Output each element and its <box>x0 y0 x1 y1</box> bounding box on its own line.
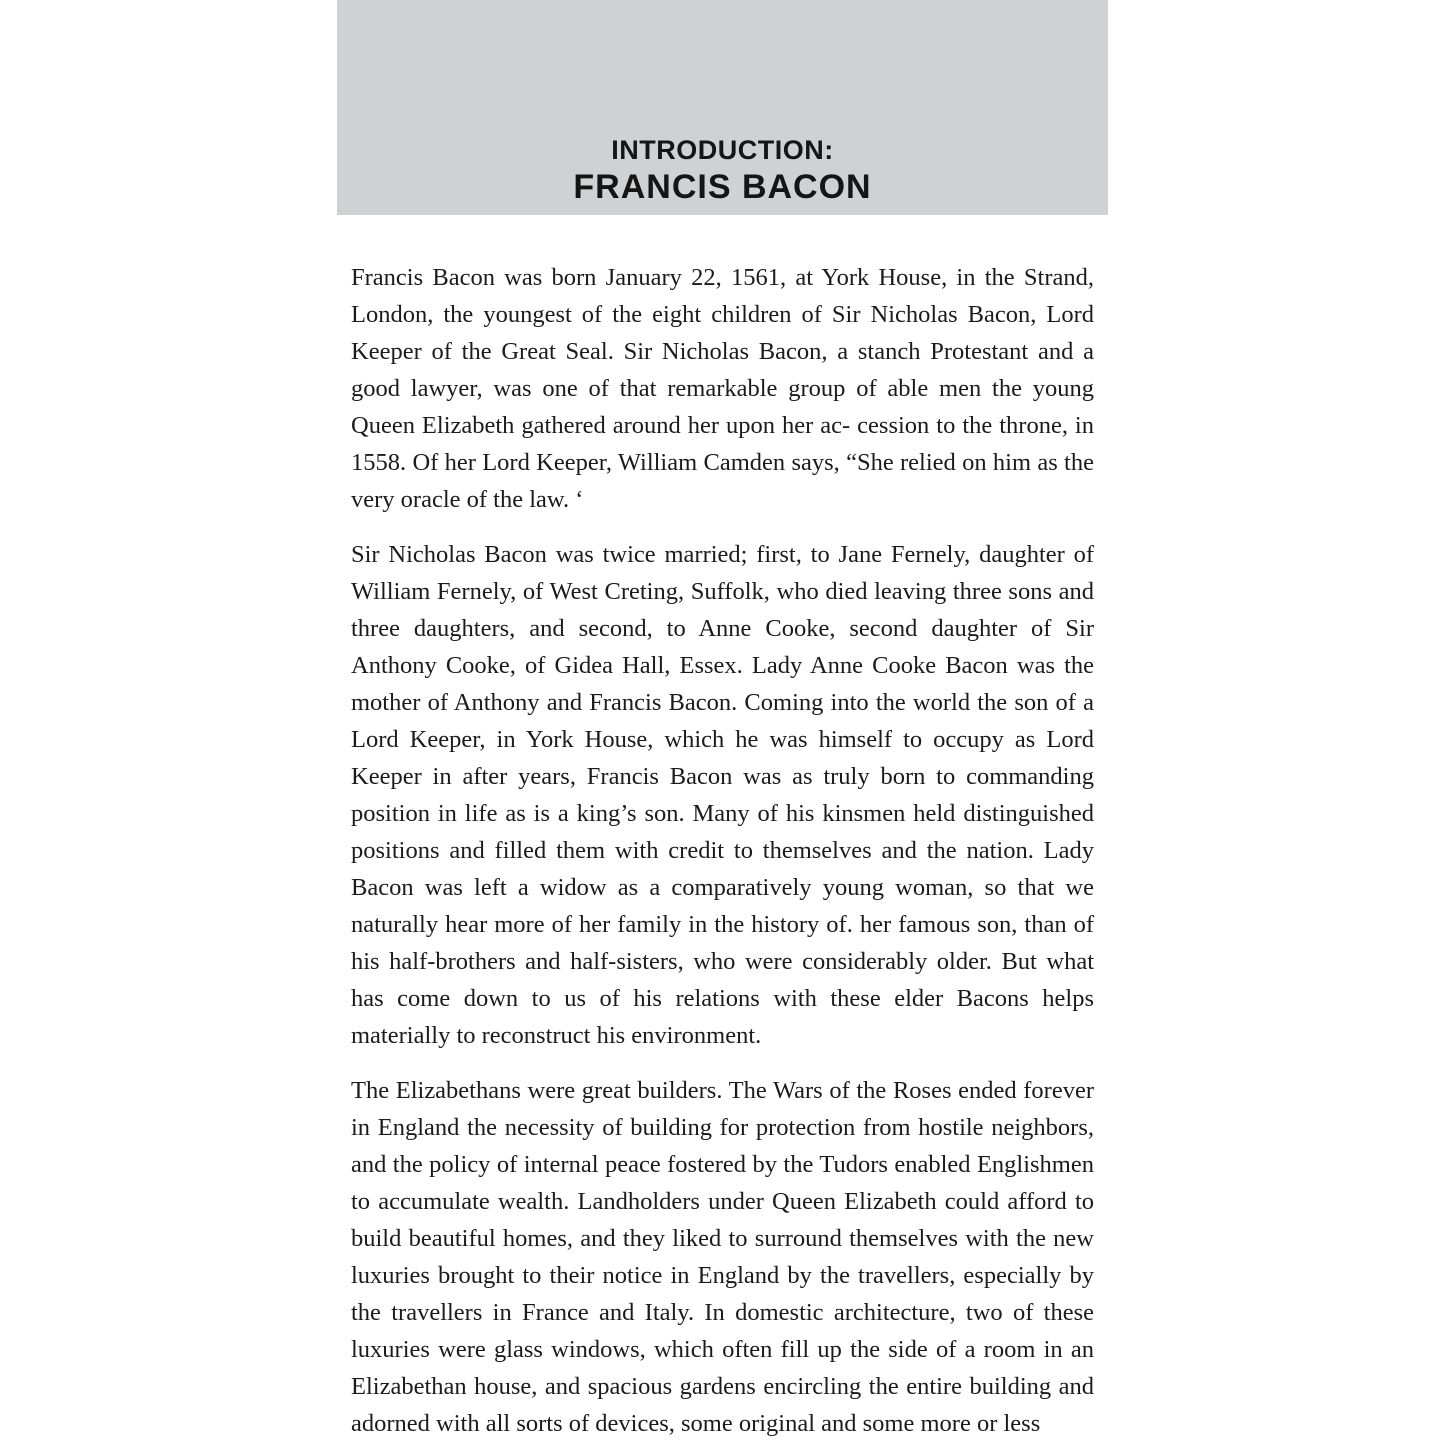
chapter-body <box>337 259 1108 1442</box>
body-paragraph: Francis Bacon was born January 22, 1561, at York House, in the Strand, London, the youngest of the eight children of Sir Nicholas Bacon, Lord Keeper of the Great Seal. Sir Nicholas Bacon, a stanch Protestant and a good lawyer, was one of that remarkable group of able men the young Queen Elizabeth gathered around her upon her ac- cession to the throne, in 1558. Of her Lord Keeper, William Camden says, “She relied on him as the very oracle of the law. ‘ <box>351 264 1094 513</box>
body-paragraph: Sir Nicholas Bacon was twice married; first, to Jane Fernely, daughter of William Fernely, of West Creting, Suffolk, who died leaving three sons and three daughters, and second, to Anne Cooke, second daughter of Sir Anthony Cooke, of Gidea Hall, Essex. Lady Anne Cooke Bacon was the mother of Anthony and Francis Bacon. Coming into the world the son of a Lord Keeper, in York House, which he was himself to occupy as Lord Keeper in after years, Francis Bacon was as truly born to commanding position in life as is a king’s son. Many of his kinsmen held distinguished positions and filled them with credit to themselves and the nation. Lady Bacon was left a widow as a comparatively young woman, so that we naturally hear more of her family in the history of. her famous son, than of his half-brothers and half-sisters, who were considerably older. But what has come down to us of his relations with these elder Bacons helps materially to reconstruct his environment. <box>351 541 1094 1049</box>
chapter-header-banner <box>337 0 1108 215</box>
page-column <box>337 0 1108 1442</box>
body-paragraph: The Elizabethans were great builders. The Wars of the Roses ended forever in England the necessity of building for protection from hostile neighbors, and the policy of internal peace fostered by the Tudors enabled Englishmen to accumulate wealth. Landholders under Queen Elizabeth could afford to build beautiful homes, and they liked to surround themselves with the new luxuries brought to their notice in England by the travellers, especially by the travellers in France and Italy. In domestic architecture, two of these luxuries were glass windows, which often fill up the side of a room in an Elizabethan house, and spacious gardens encircling the entire building and adorned with all sorts of devices, some original and some more or less <box>351 1077 1094 1437</box>
chapter-title: FRANCIS BACON <box>573 168 872 206</box>
chapter-kicker: INTRODUCTION: <box>611 135 834 165</box>
